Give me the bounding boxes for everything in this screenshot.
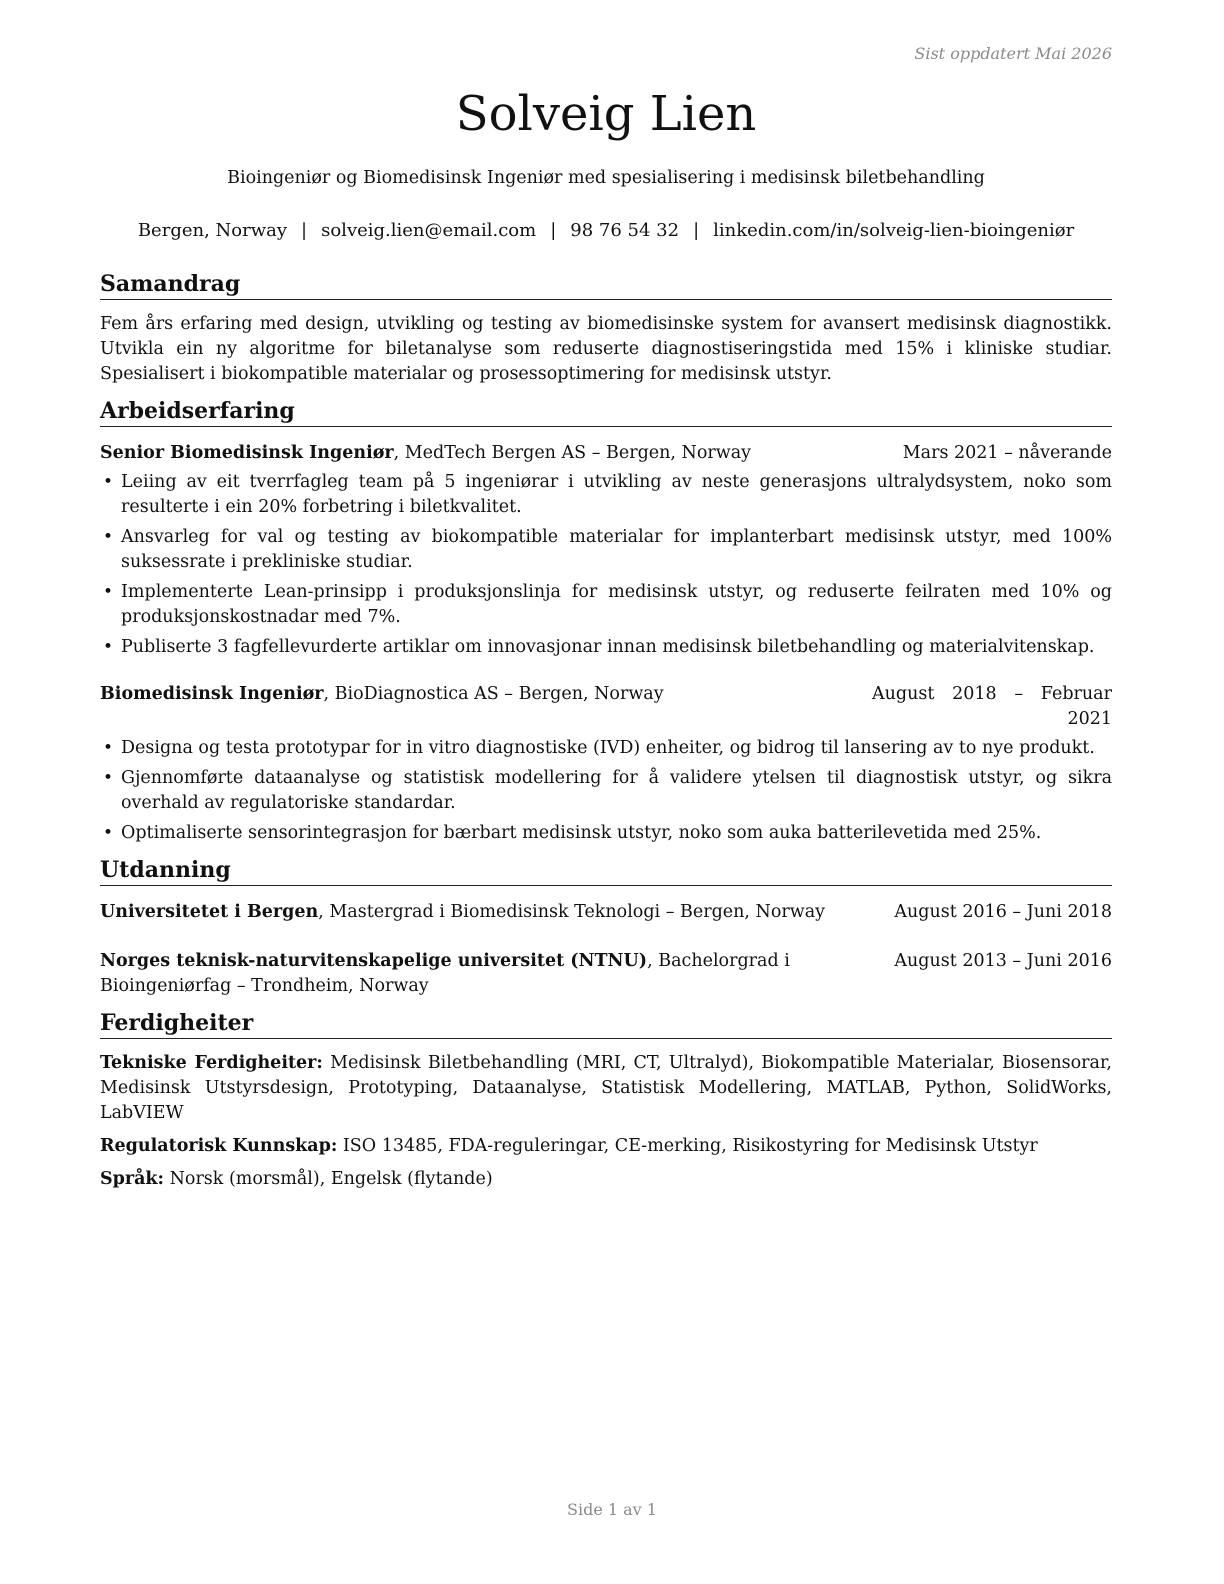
resume-content [100,270,1112,1202]
education-entry [100,900,1112,925]
skill-label: Tekniske Ferdigheiter: [100,1053,323,1073]
tagline: Bioingeniør og Biomedisinsk Ingeniør med spesialisering i medisinsk biletbehandling [227,168,985,188]
education-dates: August 2016 – Juni 2018 [894,902,1112,922]
skills-section [100,1009,1112,1192]
education-detail: , Mastergrad i Biomedisinsk Teknologi – Bergen, Norway [318,902,826,922]
job-entry [100,441,1112,660]
skill-label: Regulatorisk Kunnskap: [100,1136,338,1156]
education-school: Universitetet i Bergen [100,902,319,922]
job-dates: August 2018 – Februar 2021 [872,684,1112,729]
contact-separator: | [693,220,700,241]
contact-separator: | [550,220,557,241]
bullet-item: • Ansvarleg for val og testing av biokompatible materialar for implanterbart medisinsk utstyr, med 100% suksessrate i prekliniske studiar. [100,525,1112,575]
job-role: Biomedisinsk Ingeniør [100,684,324,704]
contact-line [100,220,1112,241]
job-bullets [100,736,1112,846]
job-bullets [100,470,1112,660]
bullet-item: • Gjennomførte dataanalyse og statistisk modellering for å validere ytelsen til diagnostisk utstyr, og sikra overhald av regulatoriske standardar. [100,766,1112,816]
bullet-item: • Leiing av eit tverrfagleg team på 5 ingeniørar i utvikling av neste generasjons ultralydsystem, noko som resulterte i ein 20% forbetring i biletkvalitet. [100,470,1112,520]
education-detail: , Bachelorgrad i Bioingeniørfag – Trondheim, Norway [100,951,790,996]
skill-row [100,1167,1112,1192]
skill-value: ISO 13485, FDA-reguleringar, CE-merking, Risikostyring for Medisinsk Utstyr [337,1136,1038,1156]
education-section [100,856,1112,999]
education-school: Norges teknisk-naturvitenskapelige universitet (NTNU) [100,951,648,971]
skill-row [100,1051,1112,1126]
education-entry [100,949,1112,999]
contact-separator: | [301,220,308,241]
contact-location: Bergen, Norway [137,220,288,241]
skill-value: Medisinsk Biletbehandling (MRI, CT, Ultralyd), Biokompatible Materialar, Biosensorar, Medisinsk Utstyrsdesign, Prototyping, Dataanalyse, Statistisk Modellering, MATLAB, Python, SolidWorks, LabVIEW [100,1053,1112,1123]
skill-row [100,1134,1112,1159]
resume-page [100,0,1112,1584]
job-role: Senior Biomedisinsk Ingeniør [100,443,394,463]
summary-section [100,270,1112,387]
section-title: Utdanning [100,856,1112,886]
section-title: Ferdigheiter [100,1009,1112,1039]
experience-section [100,397,1112,846]
last-updated: Sist oppdatert Mai 2026 [914,44,1112,63]
contact-phone: 98 76 54 32 [570,220,680,241]
candidate-name: Solveig Lien [455,86,757,142]
contact-linkedin[interactable]: linkedin.com/in/solveig-lien-bioingeniør [713,220,1075,241]
bullet-item: • Designa og testa prototypar for in vitro diagnostiske (IVD) enheiter, og bidrog til lansering av to nye produkt. [100,736,1112,761]
bullet-item: • Optimaliserte sensorintegrasjon for bærbart medisinsk utstyr, noko som auka batterilevetida med 25%. [100,821,1112,846]
bullet-item: • Implementerte Lean-prinsipp i produksjonslinja for medisinsk utstyr, og reduserte feilraten med 10% og produksjonskostnadar med 7%. [100,580,1112,630]
contact-email[interactable]: solveig.lien@email.com [321,220,537,241]
skill-value: Norsk (morsmål), Engelsk (flytande) [164,1169,493,1189]
job-dates: Mars 2021 – nåverande [902,443,1112,463]
skill-label: Språk: [100,1169,165,1189]
job-org: , MedTech Bergen AS – Bergen, Norway [393,443,752,463]
page-number: Side 1 av 1 [567,1500,657,1519]
bullet-item: • Publiserte 3 fagfellevurderte artiklar om innovasjonar innan medisinsk biletbehandling og materialvitenskap. [100,635,1112,660]
summary-text: Fem års erfaring med design, utvikling og testing av biomedisinske system for avansert medisinsk diagnostikk. Utvikla ein ny algoritme for biletanalyse som reduserte diagnostiseringstida med 15% i kliniske studiar. Spesialisert i biokompatible materialar og prosessoptimering for medisinsk utstyr. [100,314,1112,384]
job-header [100,682,1112,732]
job-header [100,441,1112,466]
job-org: , BioDiagnostica AS – Bergen, Norway [323,684,664,704]
job-entry [100,682,1112,846]
education-dates: August 2013 – Juni 2016 [894,951,1112,971]
section-title: Arbeidserfaring [100,397,1112,427]
section-title: Samandrag [100,270,1112,300]
